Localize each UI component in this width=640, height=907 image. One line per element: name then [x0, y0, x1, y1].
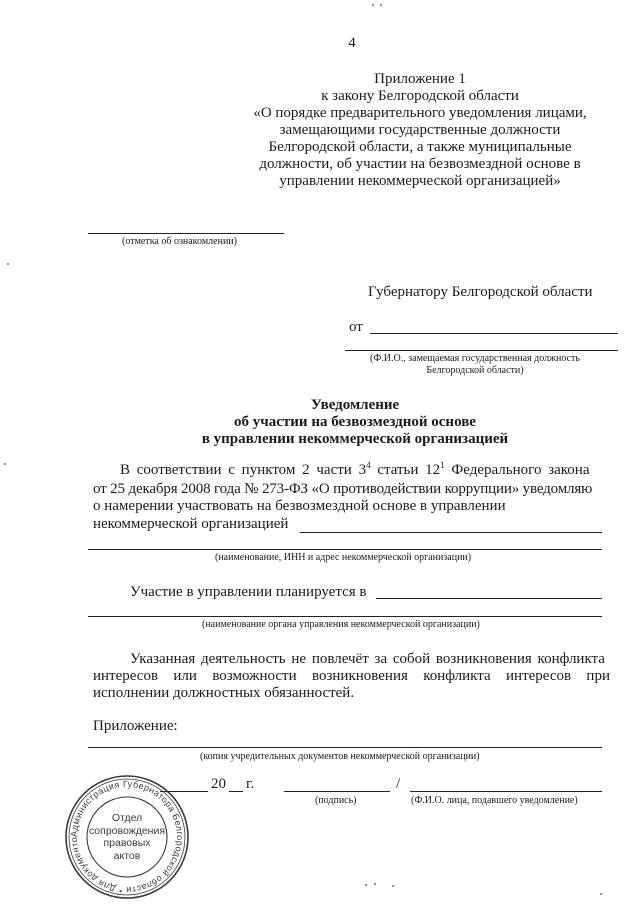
stamp-line-3: правовых	[103, 837, 151, 849]
paragraph-1-line-4: некоммерческой организацией	[93, 516, 289, 532]
p3-word: при	[586, 668, 610, 684]
paragraph-3-line-3: исполнении должностных обязанностей.	[93, 685, 355, 701]
p3-word: интересов	[93, 668, 159, 684]
scan-speck	[372, 4, 374, 6]
attachment-label: Приложение:	[93, 718, 178, 734]
governing-body-caption: (наименование органа управления некоммерческой организации)	[202, 619, 480, 630]
signer-name-field[interactable]	[410, 791, 602, 792]
appendix-block	[240, 71, 600, 190]
scan-speck	[380, 4, 382, 6]
page-number: 4	[348, 35, 356, 51]
appendix-line-4: замещающими государственные должности	[279, 122, 561, 138]
stamp-line-4: актов	[113, 849, 141, 862]
from-name-field[interactable]	[370, 333, 618, 334]
official-stamp	[62, 772, 192, 902]
scan-speck	[600, 893, 602, 895]
scan-speck	[4, 463, 6, 465]
year-field[interactable]	[229, 791, 243, 792]
paragraph-1-line-3: о намерении участвовать на безвозмездной основе в управлении	[93, 498, 506, 514]
p3-word: конфликта	[423, 668, 491, 684]
appendix-line-7: управлении некоммерческой организацией»	[279, 173, 561, 189]
paragraph-3-line-2	[93, 668, 610, 685]
p1-text-b: статьи 12	[370, 462, 441, 478]
addressee-to: Губернатору Белгородской области	[368, 284, 593, 300]
organization-details-field[interactable]	[88, 549, 602, 550]
p1-sup-1: 4	[366, 460, 371, 470]
stamp-ring-text: Администрация Губернатора Белгородской области * Для документо	[68, 778, 186, 896]
scan-speck	[7, 263, 9, 265]
stamp-center	[82, 812, 172, 862]
attachment-field[interactable]	[88, 747, 602, 748]
governing-body-field-2[interactable]	[88, 616, 602, 617]
p3-word: или	[173, 668, 197, 684]
signature-slash: /	[396, 776, 401, 792]
scan-speck	[374, 883, 376, 885]
title-line-3: в управлении некоммерческой организацией	[201, 431, 509, 447]
year-suffix: г.	[246, 776, 255, 792]
organization-caption: (наименование, ИНН и адрес некоммерческой организации)	[215, 552, 472, 563]
addressee-caption-line-2: Белгородской области)	[426, 365, 524, 376]
year-prefix: 20	[211, 776, 226, 792]
p3-word: интересов	[506, 668, 572, 684]
paragraph-1-line-1-full	[120, 462, 620, 479]
attachment-caption: (копия учредительных документов некоммерческой организации)	[200, 751, 480, 762]
appendix-line-2: к закону Белгородской области	[321, 88, 519, 104]
p3-word: возникновения	[312, 668, 408, 684]
paragraph-1-line-2: от 25 декабря 2008 года № 273-ФЗ «О противодействии коррупции» уведомляю	[93, 481, 593, 497]
title-line-1: Уведомление	[310, 397, 400, 413]
stamp-line-2: сопровождения	[88, 824, 166, 837]
appendix-line-6: должности, об участии на безвозмездной основе в	[259, 156, 581, 172]
p3-word: возможности	[212, 668, 297, 684]
signer-name-caption: (Ф.И.О. лица, подавшего уведомление)	[411, 795, 578, 806]
governing-body-field[interactable]	[376, 598, 602, 599]
p1-text-a: В соответствии с пунктом 2 части 3	[120, 462, 367, 478]
acknowledgement-line[interactable]	[88, 233, 284, 234]
stamp-line-1: Отдел	[111, 812, 143, 824]
from-position-field[interactable]	[345, 350, 618, 351]
appendix-line-1: Приложение 1	[374, 71, 466, 87]
appendix-line-5: Белгородской области, а также муниципальные	[268, 139, 572, 155]
signature-caption: (подпись)	[315, 795, 357, 806]
title-line-2: об участии на безвозмездной основе	[234, 414, 476, 430]
organization-name-field[interactable]	[300, 532, 602, 533]
acknowledgement-caption: (отметка об ознакомлении)	[122, 236, 237, 247]
appendix-line-3: «О порядке предварительного уведомления лицами,	[253, 105, 587, 121]
addressee-caption-line-1: (Ф.И.О., замещаемая государственная должность	[370, 353, 580, 364]
scan-speck	[392, 885, 394, 887]
addressee-caption	[340, 353, 610, 377]
p1-sup-2: 1	[440, 460, 445, 470]
document-title	[150, 397, 560, 448]
paragraph-2-text: Участие в управлении планируется в	[130, 584, 367, 600]
p1-text-c: Федерального закона	[444, 462, 590, 478]
signature-field[interactable]	[284, 791, 390, 792]
scan-speck	[365, 884, 367, 886]
paragraph-3-line-1: Указанная деятельность не повлечёт за собой возникновения конфликта	[130, 651, 605, 667]
from-label: от	[349, 319, 363, 335]
